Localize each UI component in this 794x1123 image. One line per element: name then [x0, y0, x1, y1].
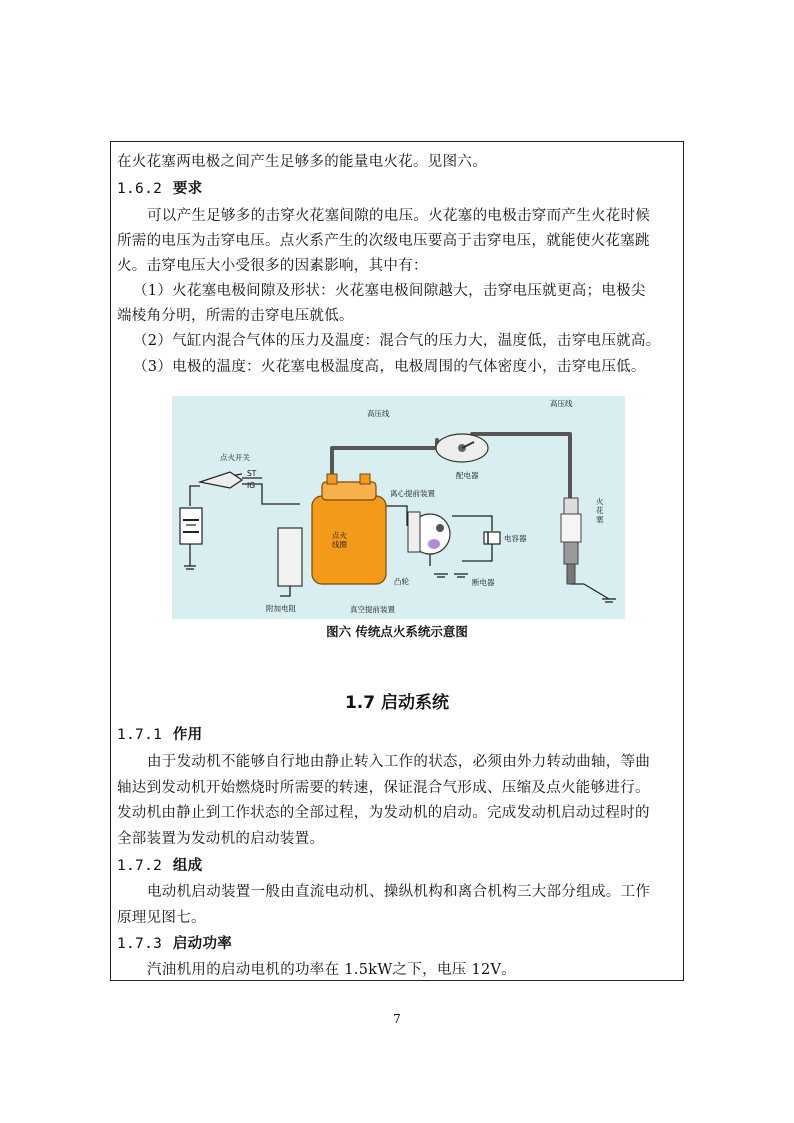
label-breaker: 断电器 — [472, 578, 495, 587]
section-number: 1.7.3 — [117, 936, 163, 952]
section-title-1-7: 1.7 启动系统 — [344, 693, 450, 713]
label-centrifugal: 离心提前装置 — [390, 489, 435, 498]
section-number: 1.6.2 — [117, 181, 163, 197]
section-heading-1-7-2 — [117, 854, 202, 875]
section-heading-1-6-2 — [117, 177, 202, 198]
text-line: 汽油机用的启动电机的功率在 1.5kW之下，电压 12V。 — [147, 962, 517, 978]
text-line: 电动机启动装置一般由直流电动机、操纵机构和离合机构三大部分组成。工作 — [147, 884, 651, 900]
battery-symbol — [180, 508, 202, 544]
label-spark-plug-line: 火 — [596, 497, 604, 506]
label-vacuum: 真空提前装置 — [350, 605, 395, 614]
section-title: 启动功率 — [172, 936, 233, 952]
section-title: 作用 — [172, 727, 203, 743]
label-distributor: 配电器 — [456, 471, 479, 480]
page-number: 7 — [393, 1012, 401, 1026]
text-line: 在火花塞两电极之间产生足够多的能量电火花。见图六。 — [117, 154, 487, 170]
capacitor-symbol — [484, 532, 500, 544]
label-coil-line: 点火 — [332, 531, 347, 540]
label-hv-wire-2: 高压线 — [550, 399, 573, 408]
text-line: 轴达到发动机开始燃烧时所需要的转速，保证混合气形成、压缩及点火能够进行。 — [117, 780, 650, 796]
label-capacitor: 电容器 — [504, 534, 527, 543]
text-line: 原理见图七。 — [117, 910, 206, 926]
label-st: ST — [247, 469, 257, 478]
label-coil — [332, 530, 349, 549]
label-spark-plug-line: 塞 — [596, 515, 604, 524]
section-heading-1-7-3 — [117, 932, 232, 953]
section-title: 组成 — [172, 858, 203, 874]
text-line: 所需的电压为击穿电压。点火系产生的次级电压要高于击穿电压，就能使火花塞跳 — [117, 233, 650, 249]
label-cam: 凸轮 — [394, 577, 409, 586]
list-item: （3）电极的温度：火花塞电极温度高，电极周围的气体密度小，击穿电压低。 — [133, 359, 646, 375]
label-ig: IG — [247, 481, 256, 490]
ignition-system-diagram — [172, 396, 625, 619]
ballast-resistor — [278, 528, 302, 586]
text-line: 全部装置为发动机的启动装置。 — [117, 831, 325, 847]
figure-caption: 图六 传统点火系统示意图 — [326, 624, 468, 639]
text-line: 可以产生足够多的击穿火花塞间隙的电压。火花塞的电极击穿而产生火花时候 — [147, 208, 651, 224]
list-item: （2）气缸内混合气体的压力及温度：混合气的压力大，温度低，击穿电压就高。 — [133, 333, 661, 349]
section-number: 1.7.2 — [117, 858, 163, 874]
distributor-cap — [436, 434, 488, 462]
list-item-continuation: 端棱角分明，所需的击穿电压就低。 — [117, 308, 354, 324]
text-line: 发动机由静止到工作状态的全部过程，为发动机的启动。完成发动机启动过程时的 — [117, 805, 650, 821]
ignition-coil — [312, 474, 386, 584]
text-line: 火。击穿电压大小受很多的因素影响，其中有： — [117, 258, 428, 274]
label-spark-plug-line: 花 — [596, 506, 604, 515]
text-line: 由于发动机不能够自行地由静止转入工作的状态，必须由外力转动曲轴，等曲 — [147, 754, 651, 770]
list-item: （1）火花塞电极间隙及形状：火花塞电极间隙越大，击穿电压就更高；电极尖 — [133, 283, 646, 299]
section-heading-1-7-1 — [117, 723, 202, 744]
label-hv-wire-1: 高压线 — [367, 409, 390, 418]
section-number: 1.7.1 — [117, 727, 163, 743]
label-switch: 点火开关 — [220, 453, 250, 462]
section-title: 要求 — [172, 181, 203, 197]
label-resistor: 附加电阻 — [266, 604, 296, 613]
label-coil-line: 线圈 — [332, 540, 347, 549]
